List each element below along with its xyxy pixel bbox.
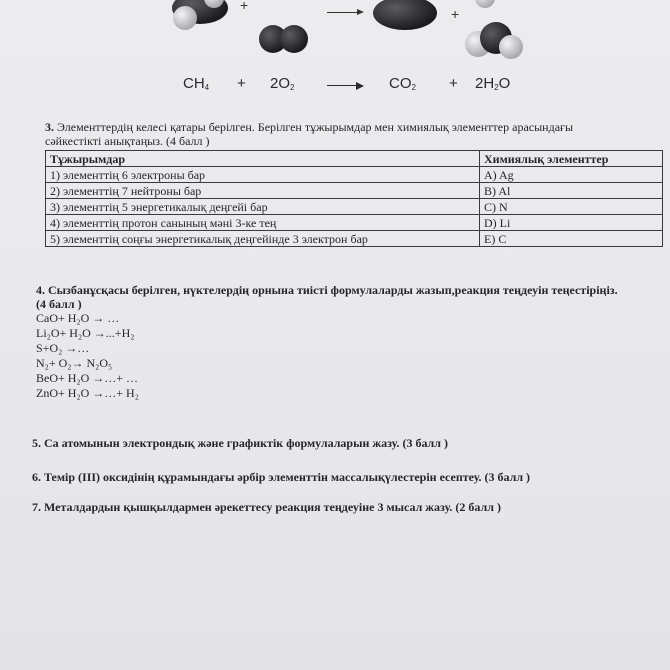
statement-cell: 3) элементтің 5 энергетикалық деңгейі бар <box>46 199 480 215</box>
task3-statement: 3. Элементтердің келесі қатары берілген. Берілген тұжырымдар мен химиялық элементтер арасындағы <box>45 120 573 134</box>
table-header-row <box>46 151 663 167</box>
equation-plus-2: + <box>449 75 458 92</box>
methane-molecule <box>172 0 228 30</box>
water-molecule <box>465 0 523 59</box>
statement-cell: 4) элементтің протон санының мәні 3-ке тең <box>46 215 480 231</box>
task4-statement: 4. Сызбанұсқасы берілген, нүктелердің орнына тиісті формулаларды жазып,реакция теңдеуін теңестіріңіз. <box>36 283 618 297</box>
element-cell: C) N <box>480 199 663 215</box>
reaction-4: N₂+ O₂→ N₂O₅ <box>36 356 113 370</box>
statement-cell: 5) элементтің соңғы энергетикалық деңгейінде 3 электрон бар <box>46 231 480 247</box>
reactant-oxygen: $2O_2$ <box>270 75 295 92</box>
task7-statement: 7. Металдардын қышқылдармен әрекеттесу реакция теңдеуіне 3 мысал жазу. (2 балл ) <box>32 500 501 514</box>
reaction-2: Li₂O+ H₂O →...+H₂ <box>36 326 135 340</box>
reaction-3: S+O₂ →… <box>36 341 90 355</box>
oxygen-molecule <box>259 25 308 53</box>
task3-statement-line2: сәйкестікті анықтаңыз. (4 балл ) <box>45 134 210 148</box>
task5-statement: 5. Са атомынын электрондық және графиктік формулаларын жазу. (3 балл ) <box>32 436 449 450</box>
equation-plus-1: + <box>237 75 246 92</box>
table-row <box>46 183 663 199</box>
element-cell: B) Al <box>480 183 663 199</box>
table-row <box>46 199 663 215</box>
reaction-6: ZnO+ H₂O →…+ H₂ <box>36 386 139 400</box>
reaction-1: CaO+ H₂O → … <box>36 311 120 325</box>
molecule-illustration <box>0 0 670 70</box>
matching-table <box>45 150 663 247</box>
statement-cell: 1) элементтің 6 электроны бар <box>46 167 480 183</box>
illustration-arrow <box>327 12 362 13</box>
illustration-plus-right: + <box>451 6 460 22</box>
task6-statement: 6. Темір (ІІІ) оксидінің құрамындағы әрбір элементтін массалықүлестерін есептеу. (3 балл ) <box>32 470 531 484</box>
equation-arrow <box>327 85 361 86</box>
carbon-dioxide-molecule <box>373 0 437 30</box>
product-carbon-dioxide: $CO_2$ <box>389 75 416 92</box>
element-cell: E) C <box>480 231 663 247</box>
product-water: $2H_2O$ <box>475 75 511 92</box>
table-row <box>46 231 663 247</box>
table-row <box>46 167 663 183</box>
table-row <box>46 215 663 231</box>
element-cell: D) Li <box>480 215 663 231</box>
task4-points: (4 балл ) <box>36 297 82 311</box>
reaction-5: BeO+ H₂O →…+ … <box>36 371 139 385</box>
statement-cell: 2) элементтің 7 нейтроны бар <box>46 183 480 199</box>
reactant-methane: $CH_4$ <box>183 75 210 92</box>
header-statements: Тұжырымдар <box>46 151 480 167</box>
illustration-plus-left: + <box>240 0 249 13</box>
element-cell: A) Ag <box>480 167 663 183</box>
header-elements: Химиялық элементтер <box>480 151 663 167</box>
